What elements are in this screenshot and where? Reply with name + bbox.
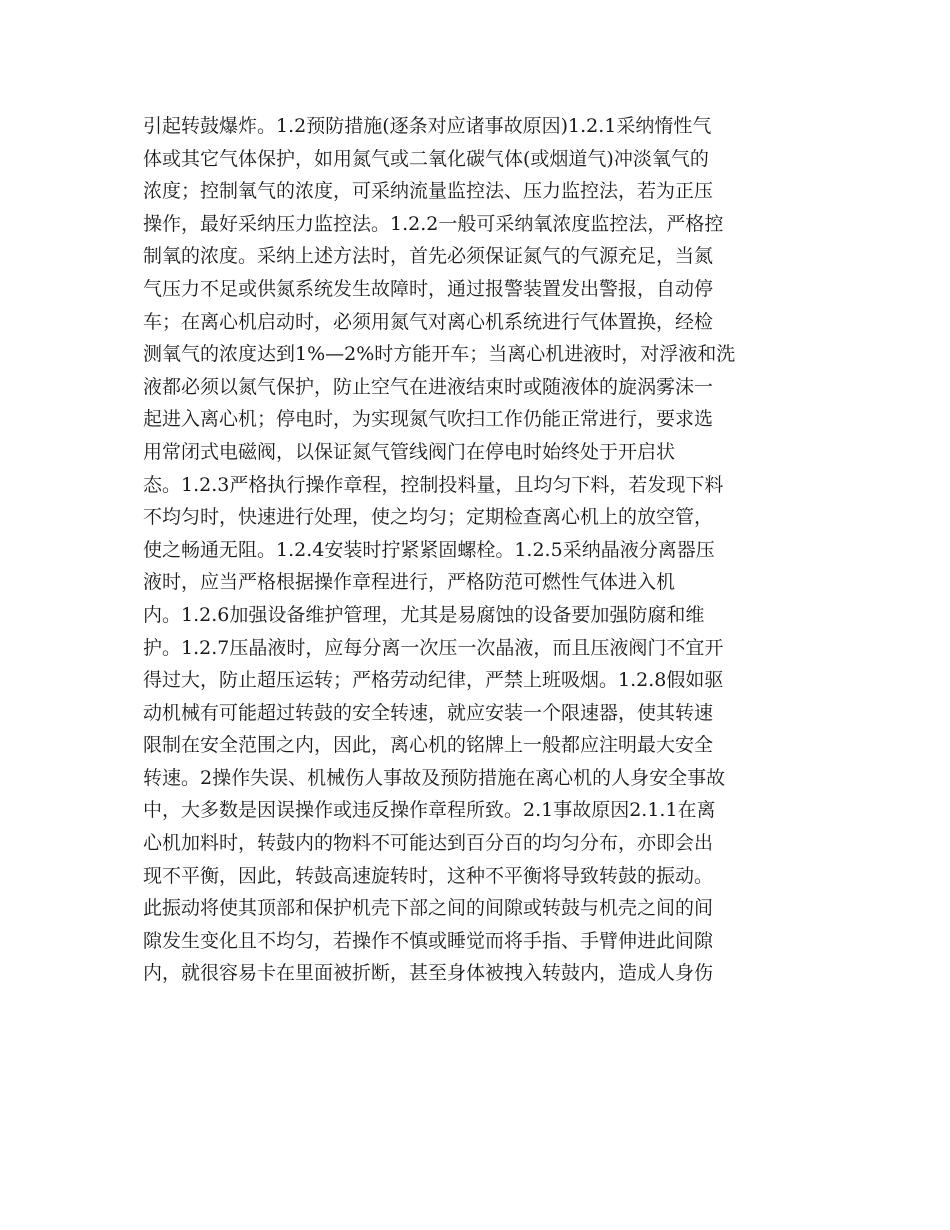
text-line: 使之畅通无阻。1.2.4安装时拧紧紧固螺栓。1.2.5采纳晶液分离器压 bbox=[143, 538, 715, 561]
text-line: 隙发生变化且不均匀，若操作不慎或睡觉而将手指、手臂伸进此间隙 bbox=[143, 929, 714, 952]
text-line: 液时，应当严格根据操作章程进行，严格防范可燃性气体进入机 bbox=[143, 571, 676, 594]
text-line: 内。1.2.6加强设备维护管理，尤其是易腐蚀的设备要加强防腐和维 bbox=[143, 603, 705, 626]
text-line: 气压力不足或供氮系统发生故障时，通过报警装置发出警报，自动停 bbox=[143, 277, 714, 300]
text-line: 内，就很容易卡在里面被折断，甚至身体被拽入转鼓内，造成人身伤 bbox=[143, 962, 714, 985]
body-text bbox=[143, 110, 815, 990]
text-line: 车；在离心机启动时，必须用氮气对离心机系统进行气体置换，经检 bbox=[143, 310, 714, 333]
text-line: 护。1.2.7压晶液时，应每分离一次压一次晶液，而且压液阀门不宜开 bbox=[143, 636, 724, 659]
text-line: 测氧气的浓度达到1%—2%时方能开车；当离心机进液时，对浮液和洗 bbox=[143, 343, 736, 366]
text-line: 起进入离心机；停电时，为实现氮气吹扫工作仍能正常进行，要求选 bbox=[143, 408, 714, 431]
text-line: 现不平衡，因此，转鼓高速旋转时，这种不平衡将导致转鼓的振动。 bbox=[143, 864, 714, 887]
text-line: 转速。2操作失误、机械伤人事故及预防措施在离心机的人身安全事故 bbox=[143, 766, 726, 789]
text-line: 操作，最好采纳压力监控法。1.2.2一般可采纳氧浓度监控法，严格控 bbox=[143, 212, 724, 235]
text-line: 液都必须以氮气保护，防止空气在进液结束时或随液体的旋涡雾沫一 bbox=[143, 375, 714, 398]
text-line: 限制在安全范围之内，因此，离心机的铭牌上一般都应注明最大安全 bbox=[143, 734, 714, 757]
text-line: 此振动将使其顶部和保护机壳下部之间的间隙或转鼓与机壳之间的间 bbox=[143, 897, 714, 920]
text-line: 不均匀时，快速进行处理，使之均匀；定期检查离心机上的放空管， bbox=[143, 506, 714, 529]
text-line: 中，大多数是因误操作或违反操作章程所致。2.1事故原因2.1.1在离 bbox=[143, 799, 716, 822]
text-line: 引起转鼓爆炸。1.2预防措施(逐条对应诸事故原因)1.2.1采纳惰性气 bbox=[143, 115, 712, 137]
text-line: 动机械有可能超过转鼓的安全转速，就应安装一个限速器，使其转速 bbox=[143, 701, 714, 724]
text-line: 体或其它气体保护，如用氮气或二氧化碳气体(或烟道气)冲淡氧气的 bbox=[143, 147, 709, 170]
text-line: 用常闭式电磁阀，以保证氮气管线阀门在停电时始终处于开启状 bbox=[143, 440, 676, 463]
text-line: 得过大，防止超压运转；严格劳动纪律，严禁上班吸烟。1.2.8假如驱 bbox=[143, 669, 724, 692]
text-line: 浓度；控制氧气的浓度，可采纳流量监控法、压力监控法，若为正压 bbox=[143, 180, 714, 203]
text-line: 制氧的浓度。采纳上述方法时，首先必须保证氮气的气源充足，当氮 bbox=[143, 245, 714, 268]
text-line: 态。1.2.3严格执行操作章程，控制投料量，且均匀下料，若发现下料 bbox=[143, 473, 724, 496]
text-line: 心机加料时，转鼓内的物料不可能达到百分百的均匀分布，亦即会出 bbox=[143, 832, 714, 855]
